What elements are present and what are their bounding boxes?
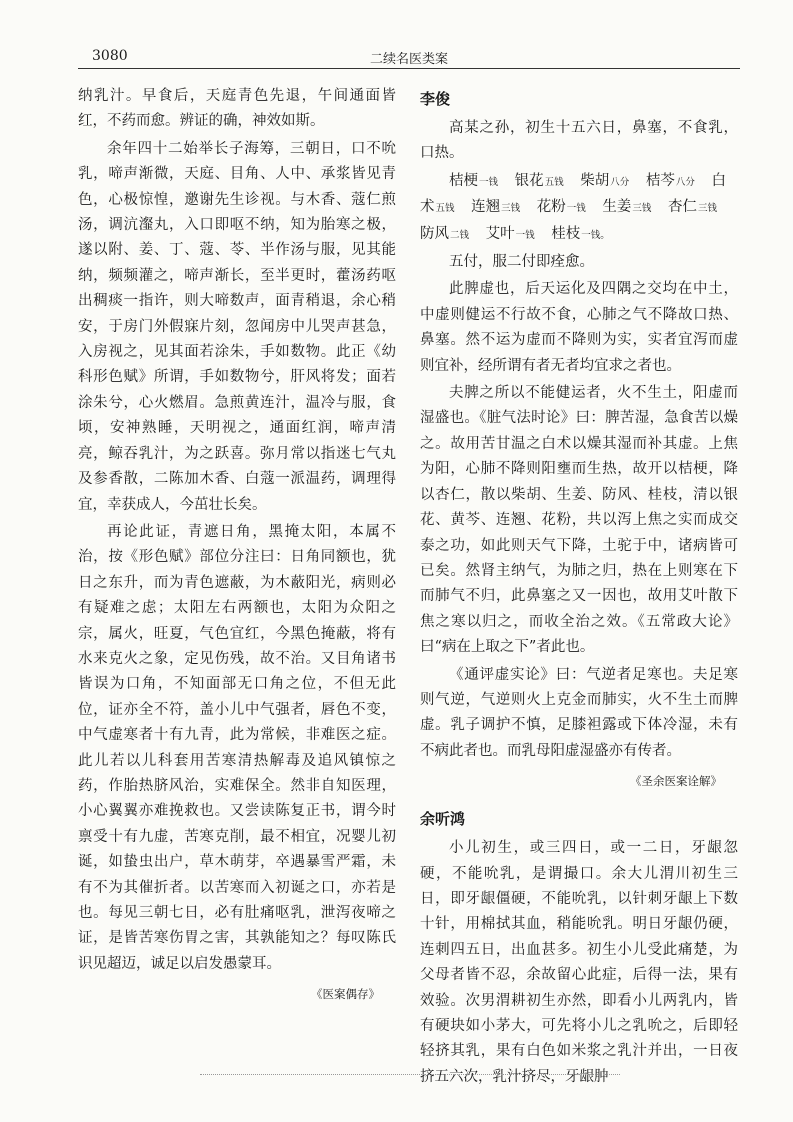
herb-dose: 一钱。 (581, 229, 610, 241)
paragraph: 夫脾之所以不能健运者，火不生土，阳虚而湿盛也。《脏气法时论》曰：脾苦湿，急食苦以燥之。故用苦甘温之白术以燥其湿而补其虚。上焦为阳，心肺不降则阳壅而生热，故开以桔梗，降以杏仁，散以柴胡、生姜、防风、桂枝，清以银花、黄芩、连翘、花粉，共以泻上焦之实而成交泰之功，如此则天气下降，土驼于中，诸病皆可已矣。然肾主纳气，为肺之归，热在上则寒在下而肺气不归，此鼻塞之又一因也，故用艾叶散下焦之寒以归之，而收全治之效。《五常政大论》曰“病在上取之下”者此也。 (420, 385, 738, 656)
herb-dose: 五钱 (435, 203, 455, 215)
herb-name: 杏仁 (668, 199, 697, 216)
paragraph: 《通评虚实论》曰：气逆者足寒也。夫足寒则气逆，气逆则火上克金而肺实，火不生土而脾虚。乳子调护不慎，足膝袒露或下体冷湿，未有不病此者也。而乳母阳虚湿盛亦有传者。 (420, 666, 738, 759)
paragraph: 纳乳汁。早食后，天庭青色先退，午间通面皆红，不药而愈。辨证的确，神效如斯。 (78, 88, 396, 130)
paragraph: 五付，服二付即痊愈。 (449, 254, 594, 271)
left-column (78, 84, 396, 1084)
paragraph: 此脾虚也，后天运化及四隅之交均在中土，中虚则健运不行故不食，心肺之气不降故口热、鼻塞。然不运为虚而不降则为实，实者宜泻而虚则宜补，经所谓有者无者均宜求之者也。 (420, 281, 738, 374)
page-number: 3080 (92, 48, 128, 64)
source-citation: 《圣余医案诠解》 (630, 774, 722, 789)
herb-dose: 三钱 (632, 203, 652, 215)
paragraph: 再论此证，青遮日角，黑掩太阳，本属不治，按《形色赋》部位分注曰：日角同额也，犹日之东升，而为青色遮蔽，为木蔽阳光，病则必有疑难之虑；太阳左右两额也，太阳为众阳之宗，属火，旺夏，气色宜红，今黑色掩蔽，将有水来克火之象，定见伤残，故不治。又目角诸书皆误为口角，不知面部无口角之位，不但无此位，证亦全不符，盖小儿中气强者，唇色不变，中气虚寒者十有九青，此为常候，非难医之症。此儿若以儿科套用苦寒清热解毒及追风镇惊之药，作胎热脐风治，实难保全。然非自知医理，小心翼翼亦难挽救也。又尝读陈复正书，谓今时禀受十有九虚，苦寒克削，最不相宜，况婴儿初诞，如蛰虫出户，草木萌芽，卒遇暴雪严霜，未有不为其催折者。以苦寒而入初诞之口，亦若是也。每见三朝七日，必有肚痛呕乳，泄泻夜啼之证，是皆苦寒伤胃之害，其孰能知之？每叹陈氏识见超迈，诚足以启发愚蒙耳。 (78, 523, 396, 972)
running-title: 二续名医类案 (369, 52, 448, 67)
herb-name: 柴胡 (580, 172, 610, 189)
paragraph: 余年四十二始举长子海筹，三朝日，口不吮乳，啼声渐微，天庭、目角、人中、承浆皆见青色，心极惊惶，邀谢先生诊视。与木香、蔻仁煎汤，调沆瀣丸，入口即呕不纳，知为胎寒之极，遂以附、姜、丁、蔻、苓、半作汤与服，见其能纳，频频灌之，啼声渐长，至半更时，藿汤药呕出稠痰一指许，则大啼数声，面青稍退，余心稍安，于房门外假寐片刻，忽闻房中儿哭声甚急，入房视之，见其面若涂朱，手如数物。此正《幼科形色赋》所谓，手如数物兮，肝风将发；面若涂朱兮，心火燃眉。急煎黄连汁，温冷与服，食顷，安神熟睡，天明视之，通面红润，啼声清亮，鲸吞乳汁，为之跃喜。弥月常以指迷七气丸及参香散，二陈加木香、白蔻一派温药，调理得宜，幸获成人，今茁壮长矣。 (78, 140, 396, 513)
author-heading: 余听鸿 (420, 810, 466, 829)
scan-artifact-line (200, 1074, 620, 1075)
case-intro: 高某之孙，初生十五六日，鼻塞，不食乳，口热。 (420, 120, 738, 162)
page-header (78, 44, 740, 70)
paragraph: 小儿初生，或三四日，或一二日，牙龈忽硬，不能吮乳，是谓撮口。余大儿渭川初生三日，即牙龈僵硬，不能吮乳，以针刺牙龈上下数十针，用棉拭其血，稍能吮乳。明日牙龈仍硬，连刺四五日，出血甚多。初生小儿受此痛楚，为父母者皆不忍，余故留心此症，后得一法，果有效验。次男渭耕初生亦然，即看小儿两乳内，皆有硬块如小茅大，可先将小儿之乳吮之，后即轻轻挤其乳，果有白色如米浆之乳汁并出，一日夜挤五六次，乳汁挤尽，牙龈肿 (420, 840, 738, 1084)
herb-name: 生姜 (602, 199, 632, 216)
herb-name: 桂枝 (551, 225, 581, 242)
herb-dose: 五钱 (544, 176, 564, 188)
herb-name: 桔芩 (645, 172, 675, 189)
herb-name: 艾叶 (485, 225, 515, 242)
herb-dose: 一钱 (566, 203, 586, 215)
herb-dose: 三钱 (698, 203, 718, 215)
herb-dose: 八分 (675, 176, 695, 188)
author-heading: 李俊 (420, 90, 451, 108)
herb-name: 花粉 (536, 199, 566, 216)
herb-dose: 一钱 (479, 176, 499, 188)
herb-dose: 八分 (610, 176, 630, 188)
herb-dose: 一钱 (515, 229, 535, 241)
header-rule (78, 68, 740, 69)
herb-name: 防风 (420, 225, 449, 242)
herb-name: 银花 (514, 172, 544, 189)
herb-dose: 二钱 (450, 229, 470, 241)
herb-list (420, 169, 738, 248)
right-column (420, 84, 738, 1084)
herb-dose: 三钱 (501, 203, 521, 215)
herb-name: 连翘 (471, 199, 501, 216)
herb-name: 白术 (420, 172, 726, 216)
source-citation: 《医案偶存》 (311, 987, 380, 1002)
herb-name: 桔梗 (449, 172, 478, 189)
